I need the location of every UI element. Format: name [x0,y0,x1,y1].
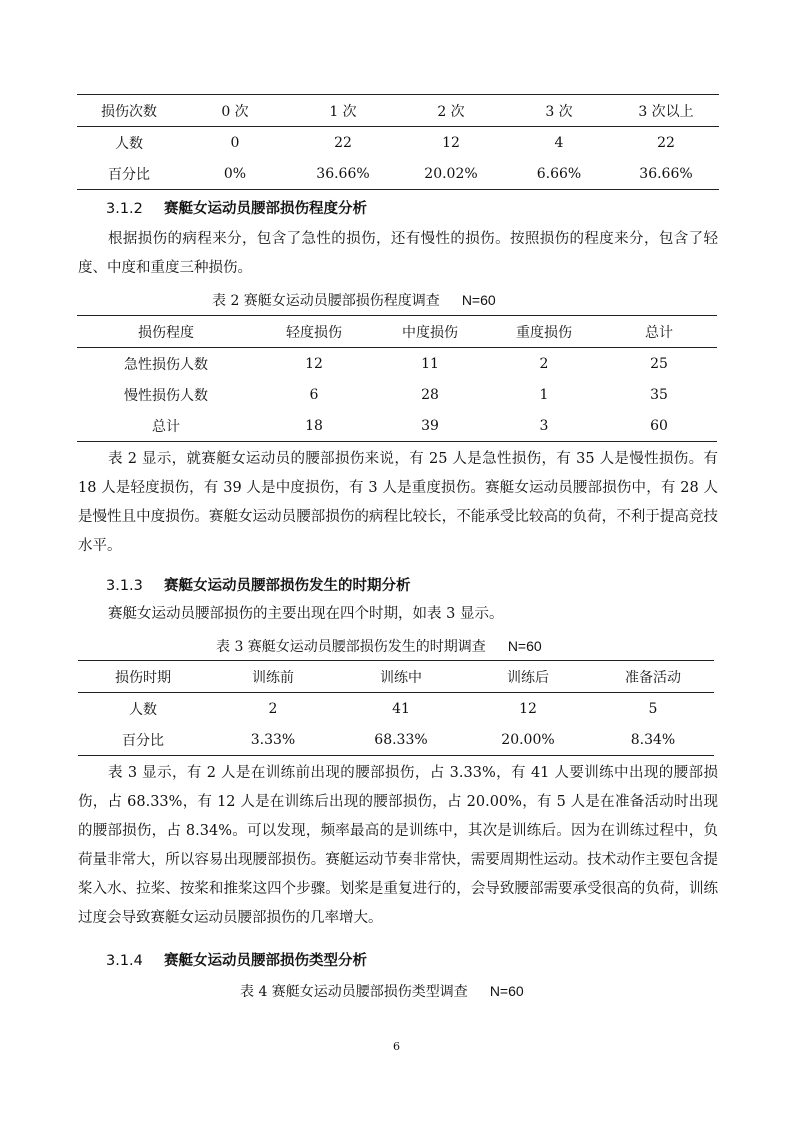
table-cell: 3 [487,410,601,442]
table-header-cell: 3 次 [505,95,613,127]
table-header-cell: 总计 [601,316,717,348]
table-cell: 28 [421,386,439,403]
table-header-cell: 训练后 [464,661,592,693]
table-row [77,410,717,442]
table-cell: 36.66% [613,158,719,190]
table-row [77,158,719,190]
table-header-cell: 损伤时期 [78,661,208,693]
table-header-cell: 损伤程度 [77,316,255,348]
caption-n: N=60 [507,638,542,654]
section-title: 赛艇女运动员腰部损伤类型分析 [164,953,367,969]
table-header-cell: 中度损伤 [373,316,487,348]
table-cell: 百分比 [78,724,208,756]
table-header-cell: 0 次 [181,95,289,127]
table-row [78,724,714,756]
table-cell: 2 [539,355,549,372]
table-header-cell: 训练中 [338,661,464,693]
table-cell: 20.02% [397,158,505,190]
caption-text: 表 3 赛艇女运动员腰部损伤发生的时期调查 [216,639,486,655]
caption-text: 表 4 赛艇女运动员腰部损伤类型调查 [240,984,468,1000]
table-header-cell: 轻度损伤 [255,316,373,348]
table-cell: 0 [230,134,240,151]
table-cell: 18 [255,410,373,442]
section-title: 赛艇女运动员腰部损伤发生的时期分析 [164,578,411,594]
section-heading [106,949,367,970]
table-cell: 总计 [77,410,255,442]
section-heading [106,574,411,595]
table-caption [216,636,542,656]
table-cell: 35 [650,386,668,403]
table-row [78,693,714,725]
table-row [77,127,719,159]
table-caption [212,290,496,310]
table-header-cell: 损伤次数 [77,95,181,127]
table-header-cell: 3 次以上 [613,95,719,127]
table-cell: 4 [554,134,564,151]
paragraph: 表 3 显示，有 2 人是在训练前出现的腰部损伤，占 3.33%，有 41 人要训练中出现的腰部损伤，占 68.33%，有 12 人是在训练后出现的腰部损伤，占 20.00%，有 5 人是在准备活动时出现的腰部损伤，占 8.34%。可以发现，频率最高的是训练中，其次是训练后。因为在训练过程中，负荷量非常大，所以容易出现腰部损伤。赛艇运动节奏非常快，需要周期性运动。技术动作主要包含提桨入水、拉桨、按桨和推桨这四个步骤。划桨是重复进行的，会导致腰部需要承受很高的负荷，训练过度会导致赛艇女运动员腰部损伤的几率增大。 [78,765,718,926]
table-cell: 68.33% [338,724,464,756]
section-number: 3.1.3 [106,578,143,594]
table-cell: 0% [181,158,289,190]
table-header-row [78,661,714,693]
paragraph: 赛艇女运动员腰部损伤的主要出现在四个时期，如表 3 显示。 [108,606,504,622]
table-cell: 20.00% [464,724,592,756]
table-cell: 2 [268,700,278,717]
table-cell: 6 [309,386,319,403]
table-injury-severity [77,315,717,442]
table-cell: 百分比 [77,158,181,190]
table-cell: 12 [442,134,460,151]
section-number: 3.1.4 [106,953,143,969]
table-cell: 39 [373,410,487,442]
table-cell: 12 [305,355,323,372]
table-injury-count [77,94,719,190]
table-cell: 8.34% [592,724,714,756]
table-row [77,348,717,380]
section-heading [106,197,367,218]
table-cell: 1 [539,386,549,403]
table-cell: 急性损伤人数 [124,356,208,373]
table-header-cell: 1 次 [289,95,397,127]
table-cell: 41 [392,700,410,717]
table-cell: 慢性损伤人数 [124,387,208,404]
table-header-cell: 重度损伤 [487,316,601,348]
table-cell: 人数 [129,701,157,718]
table-cell: 36.66% [289,158,397,190]
table-cell: 11 [421,355,439,372]
page-number: 6 [393,1040,400,1053]
table-cell: 22 [657,134,675,151]
table-cell: 12 [519,700,537,717]
table-caption [240,981,524,1001]
caption-n: N=60 [461,292,496,308]
table-cell: 5 [648,700,658,717]
table-header-cell: 准备活动 [592,661,714,693]
paragraph: 表 2 显示，就赛艇女运动员的腰部损伤来说，有 25 人是急性损伤，有 35 人是慢性损伤。有 18 人是轻度损伤，有 39 人是中度损伤，有 3 人是重度损伤。赛艇女运动员腰部损伤中，有 28 人是慢性且中度损伤。赛艇女运动员腰部损伤的病程比较长，不能承受比较高的负荷，不利于提高竞技水平。 [78,451,718,554]
paragraph: 根据损伤的病程来分，包含了急性的损伤，还有慢性的损伤。按照损伤的程度来分，包含了轻度、中度和重度三种损伤。 [78,231,718,276]
table-cell: 人数 [115,135,143,152]
table-header-cell: 训练前 [208,661,338,693]
table-header-cell: 2 次 [397,95,505,127]
table-header-row [77,316,717,348]
table-row [77,379,717,410]
table-cell: 3.33% [208,724,338,756]
caption-text: 表 2 赛艇女运动员腰部损伤程度调查 [212,293,440,309]
table-cell: 6.66% [505,158,613,190]
table-cell: 25 [650,355,668,372]
table-injury-period [78,660,714,756]
caption-n: N=60 [489,983,524,999]
section-number: 3.1.2 [106,201,143,217]
table-cell: 60 [601,410,717,442]
table-cell: 22 [334,134,352,151]
section-title: 赛艇女运动员腰部损伤程度分析 [164,201,367,217]
table-header-row [77,95,719,127]
